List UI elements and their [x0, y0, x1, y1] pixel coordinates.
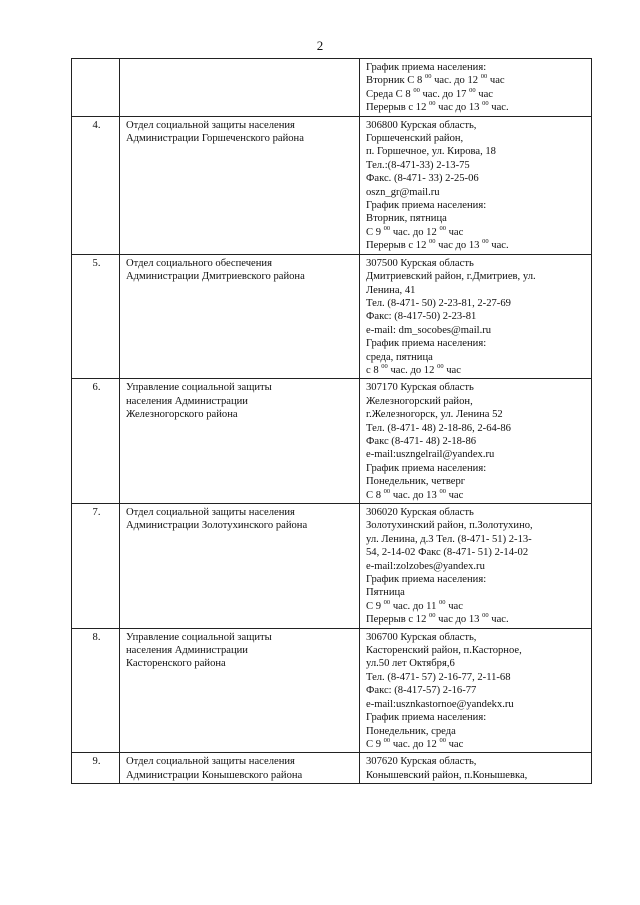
contact-info-line: Пятница	[366, 587, 405, 599]
contact-info-line: Касторенский район, п.Касторное,	[366, 645, 522, 657]
page-number: 2	[316, 38, 324, 53]
row-number: 4.	[72, 116, 120, 254]
office-name	[120, 628, 360, 753]
contact-info-line: Перерыв с 12 $^{00}$ час до 13 $^{00}$ час.	[366, 612, 509, 626]
contact-info-line: e-mail:usznkastornoe@yandekx.ru	[366, 698, 514, 710]
office-name	[120, 379, 360, 504]
contact-info-line: г.Железногорск, ул. Ленина 52	[366, 409, 503, 421]
contact-info-line: Среда С 8 $^{00}$ час. до 17 $^{00}$ час	[366, 86, 493, 100]
contact-info-line: Конышевский район, п.Конышевка,	[366, 769, 528, 781]
contact-info-line: Перерыв с 12 $^{00}$ час до 13 $^{00}$ час.	[366, 238, 509, 252]
contact-info-line: Тел. (8-471- 48) 2-18-86, 2-64-86	[366, 422, 511, 434]
table-row	[72, 628, 592, 753]
office-name-line: Администрации Горшеченского района	[126, 133, 304, 145]
contact-info-line: Перерыв с 12 $^{00}$ час до 13 $^{00}$ час.	[366, 100, 509, 114]
office-name-line: населения Администрации	[126, 645, 248, 657]
table-row	[72, 753, 592, 784]
contact-info-line: Вторник С 8 $^{00}$ час. до 12 $^{00}$ час	[366, 73, 505, 87]
office-name-line: Администрации Золотухинского района	[126, 520, 308, 532]
office-name	[120, 504, 360, 629]
office-name	[120, 116, 360, 254]
office-contact-info	[360, 753, 592, 784]
office-contact-info	[360, 504, 592, 629]
office-contact-info	[360, 628, 592, 753]
contact-info-line: ул. Ленина, д.3 Тел. (8-471- 51) 2-13-	[366, 533, 532, 545]
office-name-line: Касторенского района	[126, 658, 226, 670]
contact-info-line: График приема населения:	[366, 712, 487, 724]
contact-info-line: 306800 Курская область,	[366, 119, 477, 131]
office-name-line: Отдел социального обеспечения	[126, 257, 272, 269]
contact-info-line: С 8 $^{00}$ час. до 13 $^{00}$ час	[366, 487, 464, 501]
office-name-line: Отдел социальной защиты населения	[126, 119, 295, 131]
contact-info-line: График приема населения:	[366, 62, 487, 73]
office-name-line: Управление социальной защиты	[126, 631, 272, 643]
contact-info-line: График приема населения:	[366, 338, 487, 350]
row-number: 5.	[72, 254, 120, 379]
office-name-line: Администрации Конышевского района	[126, 769, 303, 781]
contact-info-line: oszn_gr@mail.ru	[366, 186, 440, 198]
contact-info-line: Факс. (8-471- 33) 2-25-06	[366, 173, 479, 185]
contact-info-line: Факс: (8-417-50) 2-23-81	[366, 311, 477, 323]
contact-info-line: С 9 $^{00}$ час. до 12 $^{00}$ час	[366, 224, 464, 238]
office-name-line: Отдел социальной защиты населения	[126, 756, 295, 768]
table-row	[72, 504, 592, 629]
table-row	[72, 116, 592, 254]
contact-info-line: 54, 2-14-02 Факс (8-471- 51) 2-14-02	[366, 547, 529, 559]
contact-info-line: п. Горшечное, ул. Кирова, 18	[366, 146, 496, 158]
contact-info-line: среда, пятница	[366, 351, 433, 363]
contact-info-line: Тел. (8-471- 57) 2-16-77, 2-11-68	[366, 671, 511, 683]
contact-info-line: с 8 $^{00}$ час. до 12 $^{00}$ час	[366, 362, 461, 376]
offices-table-body	[72, 59, 592, 784]
table-row	[72, 254, 592, 379]
contact-info-line: 306020 Курская область	[366, 507, 474, 518]
contact-info-line: Факс: (8-417-57) 2-16-77	[366, 685, 477, 697]
office-name	[120, 59, 360, 117]
contact-info-line: График приема населения:	[366, 462, 487, 474]
contact-info-line: График приема населения:	[366, 200, 487, 212]
contact-info-line: С 9 $^{00}$ час. до 11 $^{00}$ час	[366, 598, 463, 612]
contact-info-line: 306700 Курская область,	[366, 631, 477, 643]
office-contact-info	[360, 116, 592, 254]
office-name	[120, 753, 360, 784]
contact-info-line: ул.50 лет Октября,6	[366, 658, 455, 670]
contact-info-line: 307500 Курская область	[366, 257, 474, 269]
table-row	[72, 379, 592, 504]
office-name-line: Железногорского района	[126, 409, 238, 421]
contact-info-line: 307170 Курская область	[366, 382, 474, 394]
contact-info-line: 307620 Курская область,	[366, 756, 477, 768]
contact-info-line: Тел. (8-471- 50) 2-23-81, 2-27-69	[366, 297, 511, 309]
contact-info-line: С 9 $^{00}$ час. до 12 $^{00}$ час	[366, 736, 464, 750]
row-number	[72, 59, 120, 117]
contact-info-line: e-mail:zolzobes@yandex.ru	[366, 560, 485, 572]
row-number: 7.	[72, 504, 120, 629]
office-contact-info	[360, 379, 592, 504]
contact-info-line: График приема населения:	[366, 574, 487, 586]
contact-info-line: Понедельник, среда	[366, 725, 456, 737]
office-name-line: Администрации Дмитриевского района	[126, 271, 305, 283]
contact-info-line: e-mail:uszngelrail@yandex.ru	[366, 449, 495, 461]
contact-info-line: Факс (8-471- 48) 2-18-86	[366, 435, 477, 447]
contact-info-line: Вторник, пятница	[366, 213, 447, 225]
contact-info-line: Золотухинский район, п.Золотухино,	[366, 520, 533, 532]
table-row	[72, 59, 592, 117]
contact-info-line: e-mail: dm_socobes@mail.ru	[366, 324, 492, 336]
contact-info-line: Ленина, 41	[366, 284, 416, 296]
contact-info-line: Тел.:(8-471-33) 2-13-75	[366, 159, 470, 171]
office-name-line: Отдел социальной защиты населения	[126, 507, 295, 518]
contact-info-line: Дмитриевский район, г.Дмитриев, ул.	[366, 271, 536, 283]
contact-info-line: Железногорский район,	[366, 395, 473, 407]
office-name-line: Управление социальной защиты	[126, 382, 272, 394]
office-contact-info	[360, 59, 592, 117]
row-number: 9.	[72, 753, 120, 784]
offices-table	[71, 58, 592, 784]
row-number: 6.	[72, 379, 120, 504]
row-number: 8.	[72, 628, 120, 753]
contact-info-line: Горшеченский район,	[366, 133, 464, 145]
office-contact-info	[360, 254, 592, 379]
office-name-line: населения Администрации	[126, 395, 248, 407]
office-name	[120, 254, 360, 379]
contact-info-line: Понедельник, четверг	[366, 476, 466, 488]
